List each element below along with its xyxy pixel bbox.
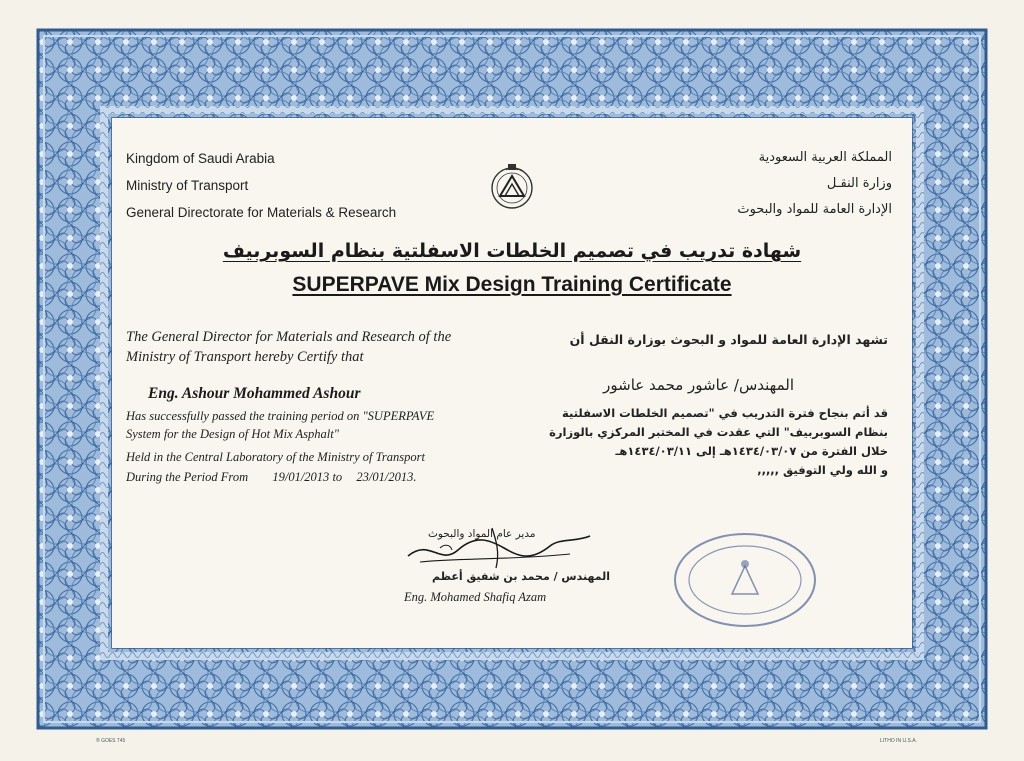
ar-certify-line: تشهد الإدارة العامة للمواد و البحوث بوزارة النقل أن — [569, 332, 888, 347]
signatory-title-ar: مدير عام المواد والبحوث — [428, 528, 536, 540]
header-en-directorate: General Directorate for Materials & Research — [126, 205, 397, 220]
en-certify-line-2: Ministry of Transport hereby Certify that — [126, 349, 364, 365]
footer-litho: LITHO IN U.S.A. — [880, 738, 917, 744]
title-arabic: شهادة تدريب في تصميم الخلطات الاسفلتية بنظام السوبربيف — [222, 240, 802, 262]
en-body-line-3: Held in the Central Laboratory of the Ministry of Transport — [126, 450, 425, 464]
ar-body-line-1: قد أتم بنجاح فترة التدريب في "تصميم الخلطات الاسفلتية — [562, 406, 888, 420]
title-english: SUPERPAVE Mix Design Training Certificate — [292, 273, 732, 296]
en-from-date: 19/01/2013 — [272, 470, 330, 484]
ar-recipient-name: المهندس/ عاشور محمد عاشور — [603, 376, 794, 394]
en-certify-line-1: The General Director for Materials and Research of the — [126, 329, 452, 345]
signatory-name-ar: المهندس / محمد بن شفيق أعظم — [432, 570, 610, 583]
en-period-line — [126, 469, 417, 486]
footer-code: ® GOES 745 — [96, 738, 126, 744]
ar-body-line-2: بنظام السوبربيف" التي عقدت في المختبر المركزي بالوزارة — [549, 425, 888, 439]
en-period-label: During the Period From — [126, 470, 249, 484]
en-to-date: 23/01/2013. — [356, 470, 417, 484]
en-body-line-1: Has successfully passed the training period on "SUPERPAVE — [126, 409, 435, 423]
en-body-line-2: System for the Design of Hot Mix Asphalt" — [126, 427, 339, 441]
header-en-country: Kingdom of Saudi Arabia — [126, 151, 275, 166]
header-en-ministry: Ministry of Transport — [126, 178, 249, 193]
signatory-name-en: Eng. Mohamed Shafiq Azam — [404, 590, 547, 604]
ar-closing-line: و الله ولي التوفيق ,,,,, — [757, 463, 888, 477]
ministry-emblem-logo — [486, 160, 538, 212]
en-recipient-name: Eng. Ashour Mohammed Ashour — [148, 385, 361, 402]
header-ar-directorate: الإدارة العامة للمواد والبحوث — [737, 202, 892, 217]
ar-body-line-3: خلال الفترة من ١٤٣٤/٠٣/٠٧هـ إلى ١٤٣٤/٠٣/١١هـ — [615, 444, 888, 458]
header-ar-country: المملكة العربية السعودية — [758, 150, 892, 165]
handwritten-signature — [400, 518, 600, 578]
official-stamp — [670, 530, 820, 630]
header-ar-ministry: وزارة النقـل — [826, 176, 892, 191]
en-to-label: to — [332, 470, 343, 484]
